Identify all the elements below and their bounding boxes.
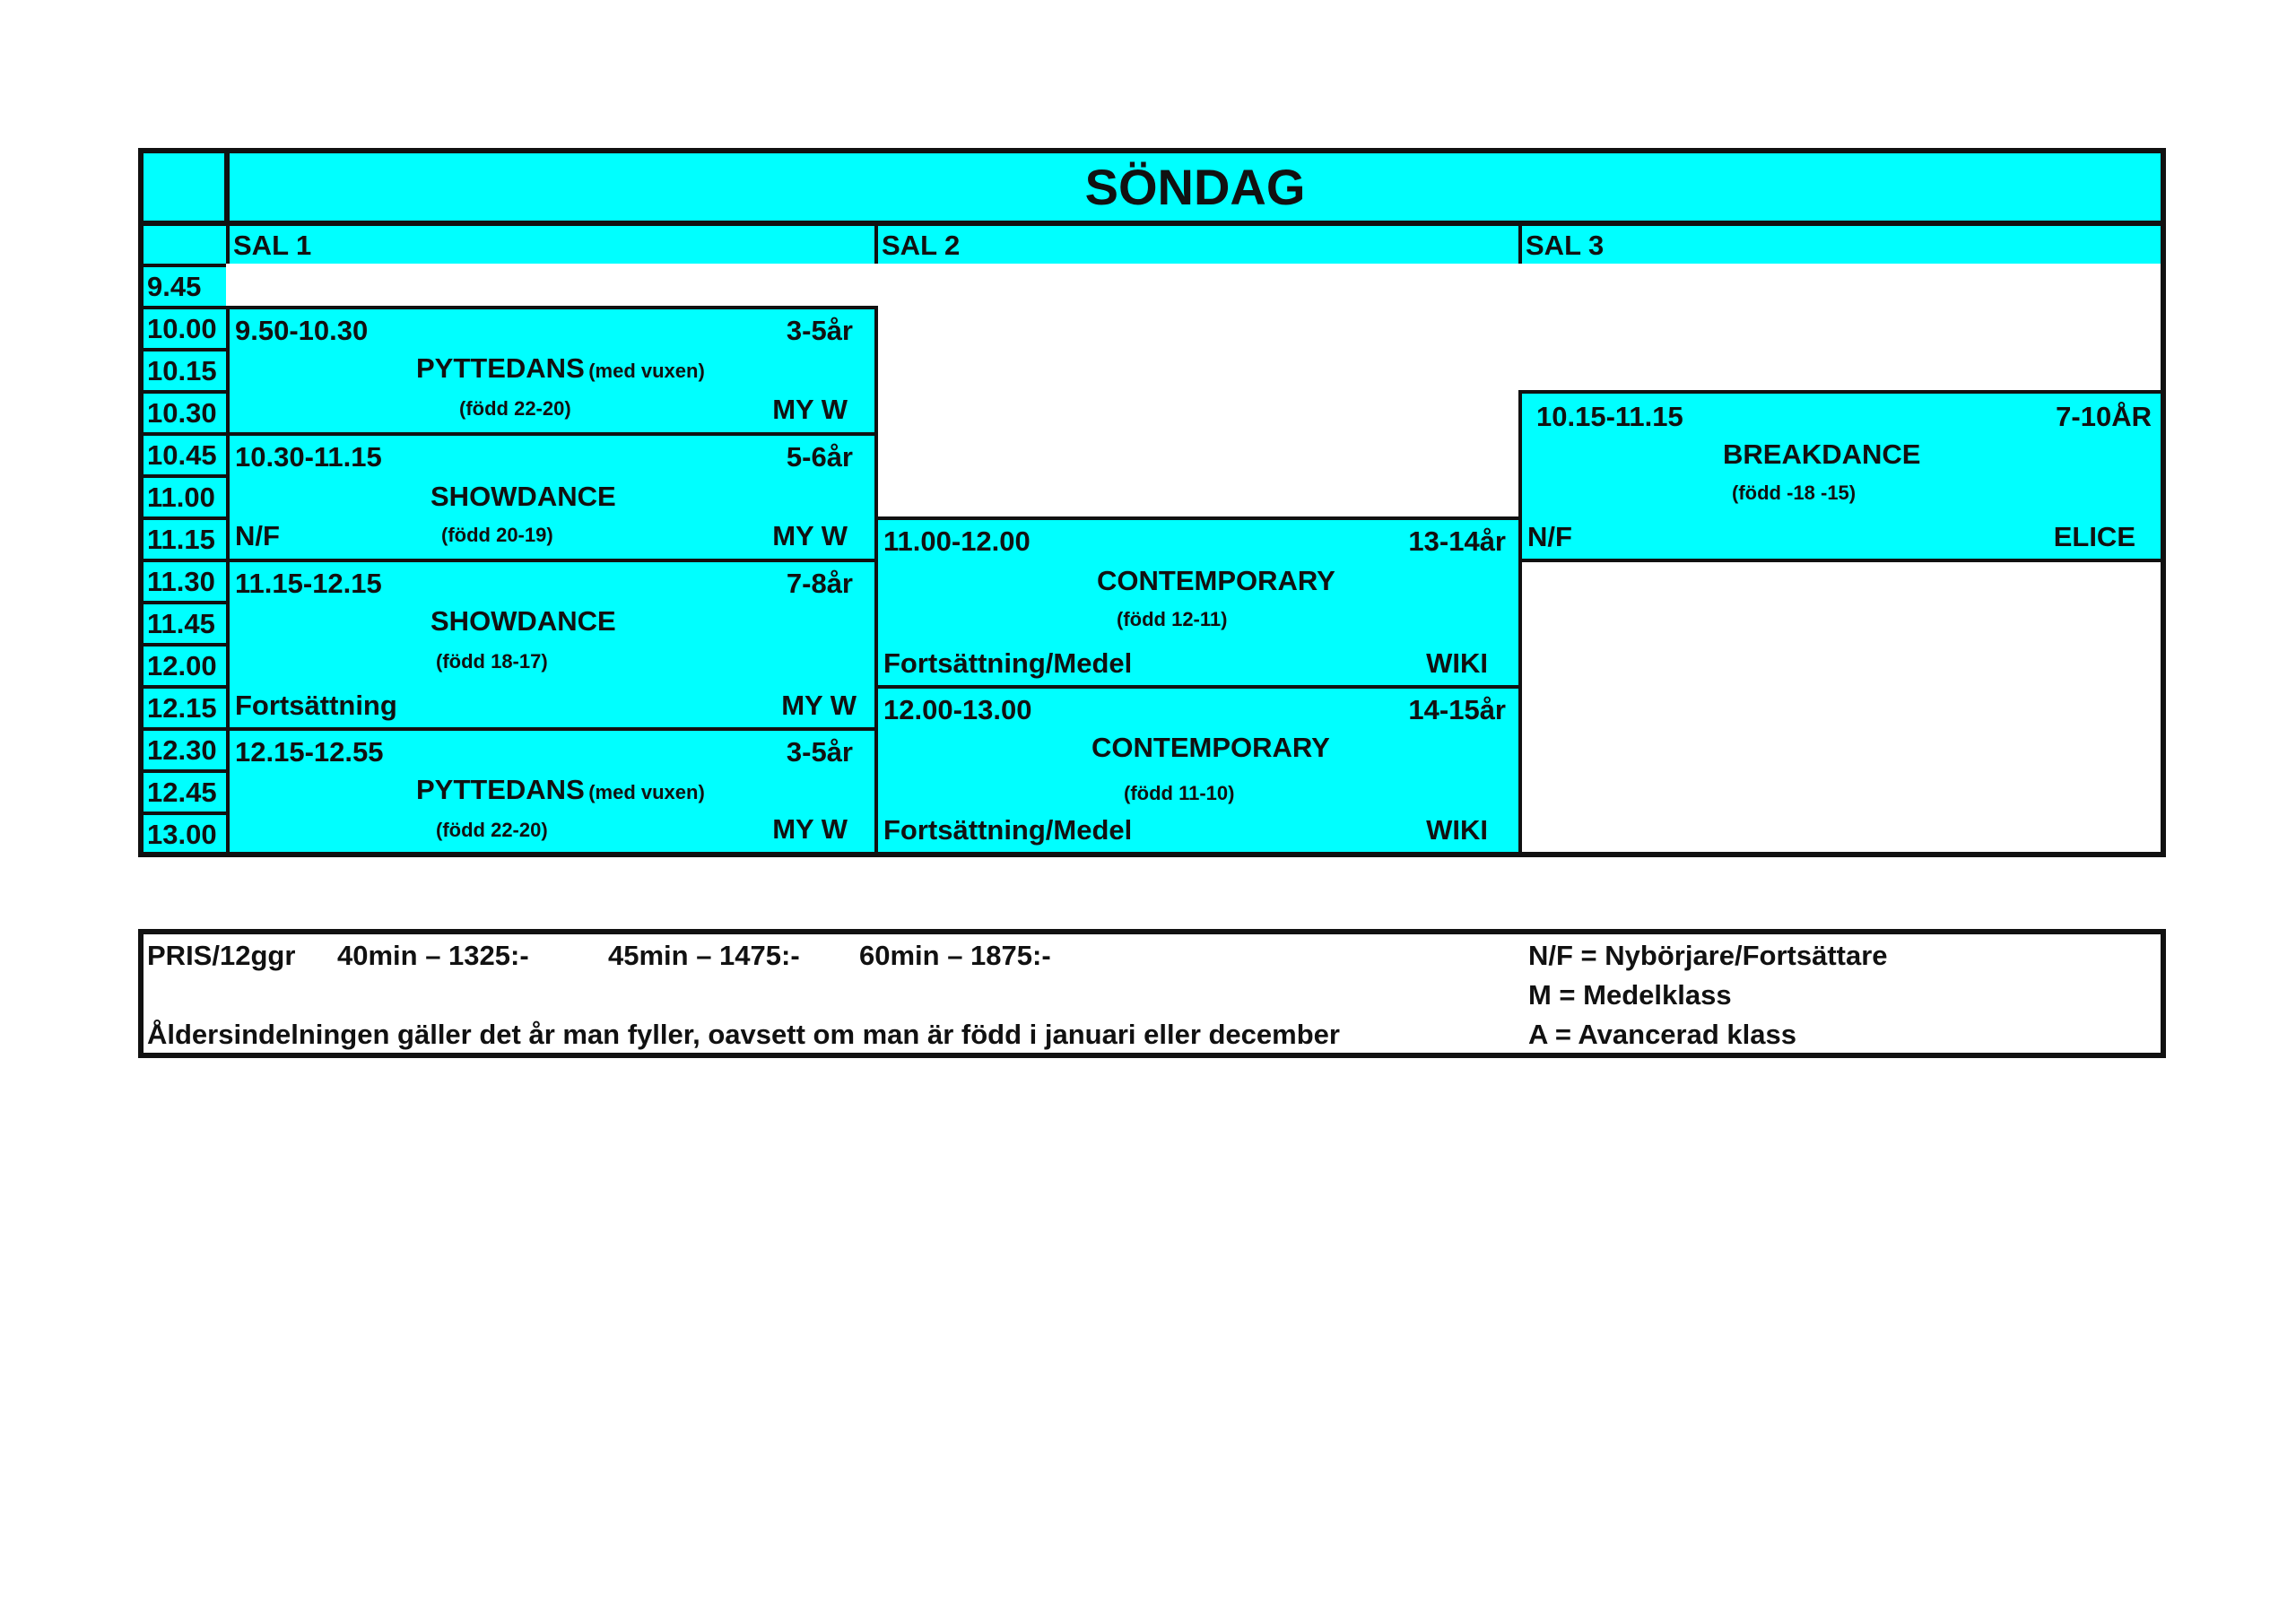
class-age: 13-14år — [1408, 525, 1506, 557]
empty-cell — [226, 264, 878, 309]
class-teacher: MY W — [772, 813, 848, 845]
time-cell: 12.45 — [138, 769, 230, 815]
room-label: SAL 1 — [233, 230, 312, 261]
class-born: (född -18 -15) — [1732, 482, 1857, 504]
time-cell: 10.15 — [138, 348, 230, 394]
class-age: 5-6år — [786, 441, 853, 473]
room-header-sal1 — [226, 222, 878, 267]
day-header — [224, 148, 2166, 226]
price-45min: 45min – 1475:- — [608, 940, 800, 971]
class-time: 10.30-11.15 — [235, 441, 382, 473]
corner-cell-sub — [138, 222, 230, 267]
time-cell: 10.30 — [138, 390, 230, 436]
class-name: CONTEMPORARY — [1097, 565, 1335, 596]
class-level: N/F — [235, 520, 280, 551]
class-block[interactable] — [226, 727, 878, 857]
room-label: SAL 2 — [882, 230, 961, 261]
day-title: SÖNDAG — [1084, 159, 1306, 215]
class-age: 3-5år — [786, 736, 853, 768]
class-born: (född 20-19) — [441, 524, 553, 546]
class-level: Fortsättning — [235, 690, 397, 721]
time-cell: 11.45 — [138, 601, 230, 647]
time-cell: 12.30 — [138, 727, 230, 773]
class-name: BREAKDANCE — [1723, 438, 1921, 470]
empty-cell — [874, 264, 1522, 520]
age-note: Åldersindelningen gäller det år man fyller, oavsett om man är född i januari eller december — [147, 1019, 1340, 1050]
class-time: 11.15-12.15 — [235, 568, 382, 599]
class-name: PYTTEDANS — [416, 774, 585, 805]
room-label: SAL 3 — [1526, 230, 1605, 261]
room-header-sal2 — [874, 222, 1522, 267]
room-header-sal3 — [1518, 222, 2166, 267]
time-cell: 12.00 — [138, 643, 230, 689]
class-time: 12.15-12.55 — [235, 736, 384, 768]
class-block[interactable] — [226, 559, 878, 731]
time-cell: 12.15 — [138, 685, 230, 731]
class-born: (född 22-20) — [436, 819, 548, 841]
legend-a: A = Avancerad klass — [1528, 1019, 1796, 1050]
class-teacher: MY W — [772, 520, 848, 551]
class-time: 12.00-13.00 — [883, 694, 1032, 725]
class-note: (med vuxen) — [588, 360, 705, 382]
class-note: (med vuxen) — [588, 781, 705, 803]
class-age: 7-8år — [786, 568, 853, 599]
class-time: 10.15-11.15 — [1536, 401, 1683, 432]
legend-nf: N/F = Nybörjare/Fortsättare — [1528, 940, 1888, 971]
class-level: Fortsättning/Medel — [883, 814, 1133, 846]
class-born: (född 12-11) — [1117, 608, 1228, 630]
class-name: SHOWDANCE — [430, 481, 616, 512]
price-40min: 40min – 1325:- — [337, 940, 529, 971]
class-name: PYTTEDANS — [416, 352, 585, 384]
class-block[interactable] — [226, 306, 878, 436]
empty-cell — [1518, 264, 2166, 390]
time-cell: 11.30 — [138, 559, 230, 604]
price-box — [138, 929, 2166, 1058]
class-block[interactable] — [874, 685, 1522, 857]
class-title — [416, 774, 705, 806]
class-time: 9.50-10.30 — [235, 315, 369, 346]
class-teacher: WIKI — [1426, 647, 1488, 679]
class-title — [416, 352, 705, 385]
empty-cell — [1518, 559, 2166, 857]
class-name: SHOWDANCE — [430, 605, 616, 637]
class-age: 14-15år — [1408, 694, 1506, 725]
corner-cell — [138, 148, 230, 226]
price-60min: 60min – 1875:- — [859, 940, 1051, 971]
class-block[interactable] — [1518, 390, 2166, 562]
class-teacher: MY W — [772, 394, 848, 425]
class-born: (född 18-17) — [436, 650, 548, 673]
class-name: CONTEMPORARY — [1091, 732, 1330, 763]
time-cell: 10.00 — [138, 306, 230, 352]
class-level: N/F — [1527, 521, 1572, 552]
class-age: 7-10ÅR — [2056, 401, 2152, 432]
class-born: (född 22-20) — [459, 397, 571, 420]
class-level: Fortsättning/Medel — [883, 647, 1133, 679]
class-block[interactable] — [874, 516, 1522, 689]
time-cell: 10.45 — [138, 432, 230, 478]
time-cell: 11.15 — [138, 516, 230, 562]
class-teacher: MY W — [781, 690, 857, 721]
price-label: PRIS/12ggr — [147, 940, 296, 971]
legend-m: M = Medelklass — [1528, 979, 1732, 1011]
class-block[interactable] — [226, 432, 878, 562]
class-teacher: ELICE — [2053, 521, 2135, 552]
class-born: (född 11-10) — [1124, 782, 1235, 804]
time-cell: 9.45 — [138, 264, 230, 309]
class-age: 3-5år — [786, 315, 853, 346]
class-time: 11.00-12.00 — [883, 525, 1031, 557]
class-teacher: WIKI — [1426, 814, 1488, 846]
time-cell: 13.00 — [138, 812, 230, 857]
time-cell: 11.00 — [138, 474, 230, 520]
